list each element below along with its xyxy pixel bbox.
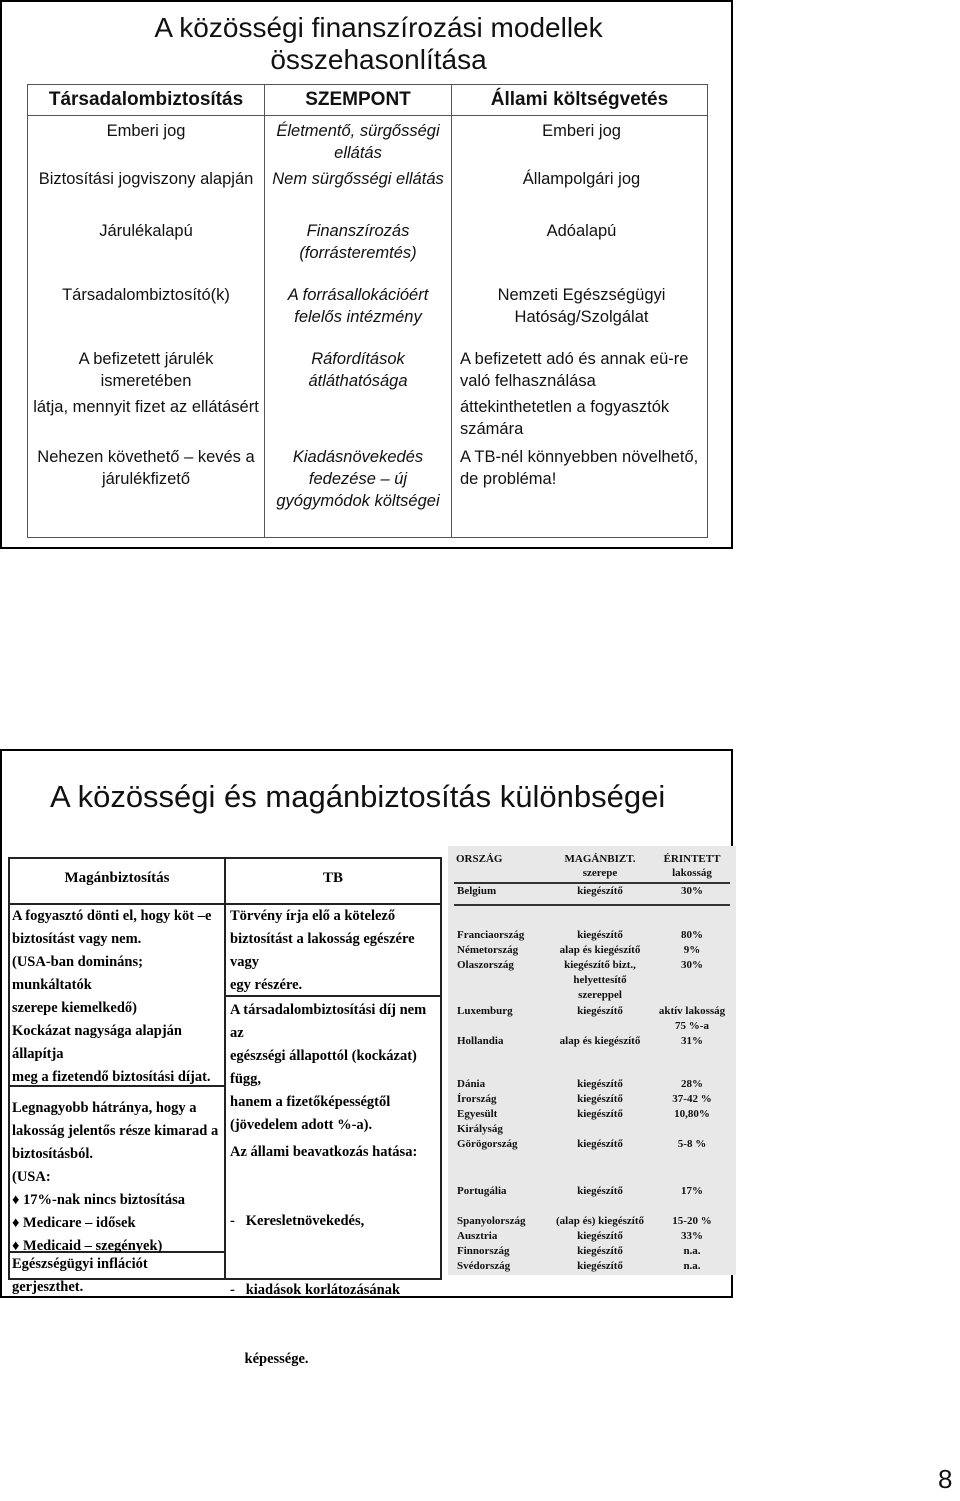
text-line: ♦ Medicare – idősek	[12, 1215, 136, 1231]
text-line: Kockázat nagysága alapján állapítja	[12, 1023, 182, 1062]
slide-title	[2, 12, 755, 76]
tb-cell-3	[230, 1095, 438, 1417]
private-vs-tb-table	[8, 857, 442, 1367]
table-row	[28, 396, 708, 446]
slide-title-line2: összehasonlítása	[270, 44, 487, 75]
header-private-insurance: Magánbiztosítás	[64, 870, 170, 886]
table-cell: Nehezen követhető – kevés a járulékfizető	[28, 446, 265, 538]
private-role: helyettesítő	[573, 974, 627, 986]
private-role: kiegészítő bizt.,	[564, 959, 636, 971]
private-role: alap és kiegészítő	[559, 1035, 641, 1047]
affected-population: 10,80%	[674, 1108, 710, 1120]
text-line: ♦ Medicaid – szegények)	[12, 1238, 163, 1254]
country-row	[448, 1244, 736, 1259]
country-table	[448, 846, 736, 1275]
header-affected-population: ÉRINTETT lakosság	[663, 853, 721, 879]
table-cell: A befizetett járulék ismeretében	[28, 348, 265, 396]
private-role: kiegészítő	[577, 1005, 623, 1017]
text-line: A társadalombiztosítási díj nem az	[230, 1002, 427, 1041]
column-divider	[224, 859, 226, 1278]
row-divider	[454, 904, 730, 906]
table-header-row	[28, 85, 708, 116]
affected-population: 5-8 %	[677, 1138, 707, 1150]
country-name: Görögország	[457, 1138, 518, 1150]
page-number: 8	[938, 1464, 953, 1494]
slide-funding-models	[0, 0, 733, 549]
table-cell: Nem sürgősségi ellátás	[265, 168, 452, 220]
country-name: Egyesült	[457, 1108, 498, 1120]
table-cell: A befizetett adó és annak eü-re való felhasználása	[452, 348, 708, 396]
affected-population: 80%	[681, 929, 703, 941]
text-line: Törvény írja elő a kötelező	[230, 908, 396, 924]
affected-population: 30%	[681, 959, 703, 971]
affected-population: 17%	[681, 1185, 703, 1197]
table-cell: Járulékalapú	[28, 220, 265, 284]
text-line: biztosítást vagy nem.	[12, 931, 142, 947]
country-row	[448, 1107, 736, 1122]
slide-title-line1: A közösségi finanszírozási modellek	[154, 12, 603, 43]
table-cell: Kiadásnövekedés fedezése – új gyógymódok költségei	[265, 446, 452, 538]
country-name: Írország	[457, 1093, 497, 1105]
country-row	[448, 1229, 736, 1244]
text-line: Legnagyobb hátránya, hogy a	[12, 1100, 197, 1116]
country-row	[448, 958, 736, 973]
country-row	[448, 1259, 736, 1274]
country-name: Luxemburg	[457, 1005, 513, 1017]
private-role: kiegészítő	[577, 1093, 623, 1105]
affected-population: 15-20 %	[672, 1215, 712, 1227]
text-line: Az állami beavatkozás hatása:	[230, 1144, 418, 1160]
table-row	[28, 284, 708, 348]
affected-population: 31%	[681, 1035, 703, 1047]
table-row	[28, 220, 708, 284]
text-line: biztosítást a lakosság egészére vagy	[230, 931, 415, 970]
country-name: Spanyolország	[457, 1215, 526, 1227]
table-cell	[265, 396, 452, 446]
country-name: Hollandia	[457, 1035, 504, 1047]
private-cell-2	[12, 1097, 220, 1258]
private-role: alap és kiegészítő	[559, 944, 641, 956]
affected-population: 75 %-a	[675, 1020, 709, 1032]
country-row	[448, 1077, 736, 1092]
text-line: meg a fizetendő biztosítási díjat.	[12, 1069, 211, 1085]
private-role: kiegészítő	[577, 1138, 623, 1150]
country-name: Olaszország	[457, 959, 514, 971]
text-line: - Keresletnövekedés,	[230, 1213, 365, 1229]
affected-population: 33%	[681, 1230, 703, 1242]
affected-population: 37-42 %	[672, 1093, 712, 1105]
table-cell: Állampolgári jog	[452, 168, 708, 220]
private-role: kiegészítő	[577, 1108, 623, 1120]
table-cell: Adóalapú	[452, 220, 708, 284]
text-line: (USA-ban domináns; munkáltatók	[12, 954, 143, 993]
country-name: Portugália	[457, 1185, 507, 1197]
country-row	[448, 988, 736, 1003]
affected-population: 9%	[683, 944, 701, 956]
country-name: Dánia	[457, 1078, 486, 1090]
private-role: szereppel	[578, 989, 622, 1001]
country-row	[448, 884, 736, 899]
private-role: kiegészítő	[577, 929, 623, 941]
text-line: lakosság jelentős része kimarad a	[12, 1123, 219, 1139]
country-row	[448, 1122, 736, 1137]
text-line: biztosításból.	[12, 1146, 93, 1162]
private-role: kiegészítő	[577, 1230, 623, 1242]
country-row	[448, 1092, 736, 1107]
table-cell: Emberi jog	[452, 116, 708, 168]
affected-population: 28%	[681, 1078, 703, 1090]
text-line: egy részére.	[230, 977, 303, 993]
tb-cell-1	[230, 905, 438, 997]
country-row	[448, 1034, 736, 1049]
text-line: A fogyasztó dönti el, hogy köt –e	[12, 908, 212, 924]
table-cell: Biztosítási jogviszony alapján	[28, 168, 265, 220]
private-role: kiegészítő	[577, 1245, 623, 1257]
table-cell: látja, mennyit fizet az ellátásért	[28, 396, 265, 446]
text-line: egészségi állapottól (kockázat) függ,	[230, 1048, 417, 1087]
table-cell: Ráfordítások átláthatósága	[265, 348, 452, 396]
text-line: (jövedelem adott %-a).	[230, 1117, 373, 1133]
country-name: Belgium	[457, 885, 497, 897]
header-private-role: MAGÁNBIZT. szerepe	[564, 853, 636, 879]
table-cell: A forrásallokációért felelős intézmény	[265, 284, 452, 348]
country-name: Királyság	[457, 1123, 503, 1135]
country-row	[448, 973, 736, 988]
country-name: Németország	[457, 944, 519, 956]
country-row	[448, 943, 736, 958]
country-row	[448, 1184, 736, 1199]
comparison-table	[27, 84, 708, 538]
header-social-insurance: Társadalombiztosítás	[28, 85, 265, 116]
country-row	[448, 1137, 736, 1152]
table-cell: Társadalombiztosító(k)	[28, 284, 265, 348]
country-row	[448, 1004, 736, 1019]
country-row	[448, 928, 736, 943]
country-name: Franciaország	[457, 929, 525, 941]
private-cell-1	[12, 905, 220, 1089]
table-cell: Finanszírozás (forrásteremtés)	[265, 220, 452, 284]
country-name: Svédország	[457, 1260, 511, 1272]
text-line: (USA:	[12, 1169, 51, 1185]
table-row	[28, 168, 708, 220]
affected-population: n.a.	[683, 1260, 701, 1272]
header-state-budget: Állami költségvetés	[452, 85, 708, 116]
text-line: - kiadások korlátozásának	[230, 1282, 401, 1298]
slide-insurance-differences	[0, 749, 733, 1367]
affected-population: 30%	[681, 885, 703, 897]
slide-title: A közösségi és magánbiztosítás különbségei	[50, 779, 666, 814]
table-row	[28, 116, 708, 168]
text-line: ♦ 17%-nak nincs biztosítása	[12, 1192, 185, 1208]
private-role: (alap és) kiegészítő	[556, 1215, 644, 1227]
country-row	[448, 1019, 736, 1034]
private-role: kiegészítő	[577, 1260, 623, 1272]
header-aspect: SZEMPONT	[265, 85, 452, 116]
header-country: ORSZÁG	[456, 853, 503, 865]
table-row	[28, 446, 708, 538]
table-cell: Életmentő, sürgősségi ellátás	[265, 116, 452, 168]
private-cell-3: Egészségügyi inflációt gerjeszthet.	[12, 1256, 148, 1295]
affected-population: n.a.	[683, 1245, 701, 1257]
table-cell: A TB-nél könnyebben növelhető, de probléma!	[452, 446, 708, 538]
private-role: kiegészítő	[577, 1078, 623, 1090]
private-role: kiegészítő	[577, 1185, 623, 1197]
table-cell: áttekinthetetlen a fogyasztók számára	[452, 396, 708, 446]
country-name: Ausztria	[457, 1230, 498, 1242]
table-cell: Nemzeti Egészségügyi Hatóság/Szolgálat	[452, 284, 708, 348]
text-line: képessége.	[230, 1351, 309, 1367]
text-line: szerepe kiemelkedő)	[12, 1000, 137, 1016]
text-line: hanem a fizetőképességtől	[230, 1094, 391, 1110]
country-name: Finnország	[457, 1245, 510, 1257]
country-row	[448, 1214, 736, 1229]
affected-population: aktív lakosság	[658, 1005, 726, 1017]
header-tb: TB	[322, 870, 343, 886]
private-role: kiegészítő	[577, 885, 623, 897]
table-row	[28, 348, 708, 396]
table-cell: Emberi jog	[28, 116, 265, 168]
